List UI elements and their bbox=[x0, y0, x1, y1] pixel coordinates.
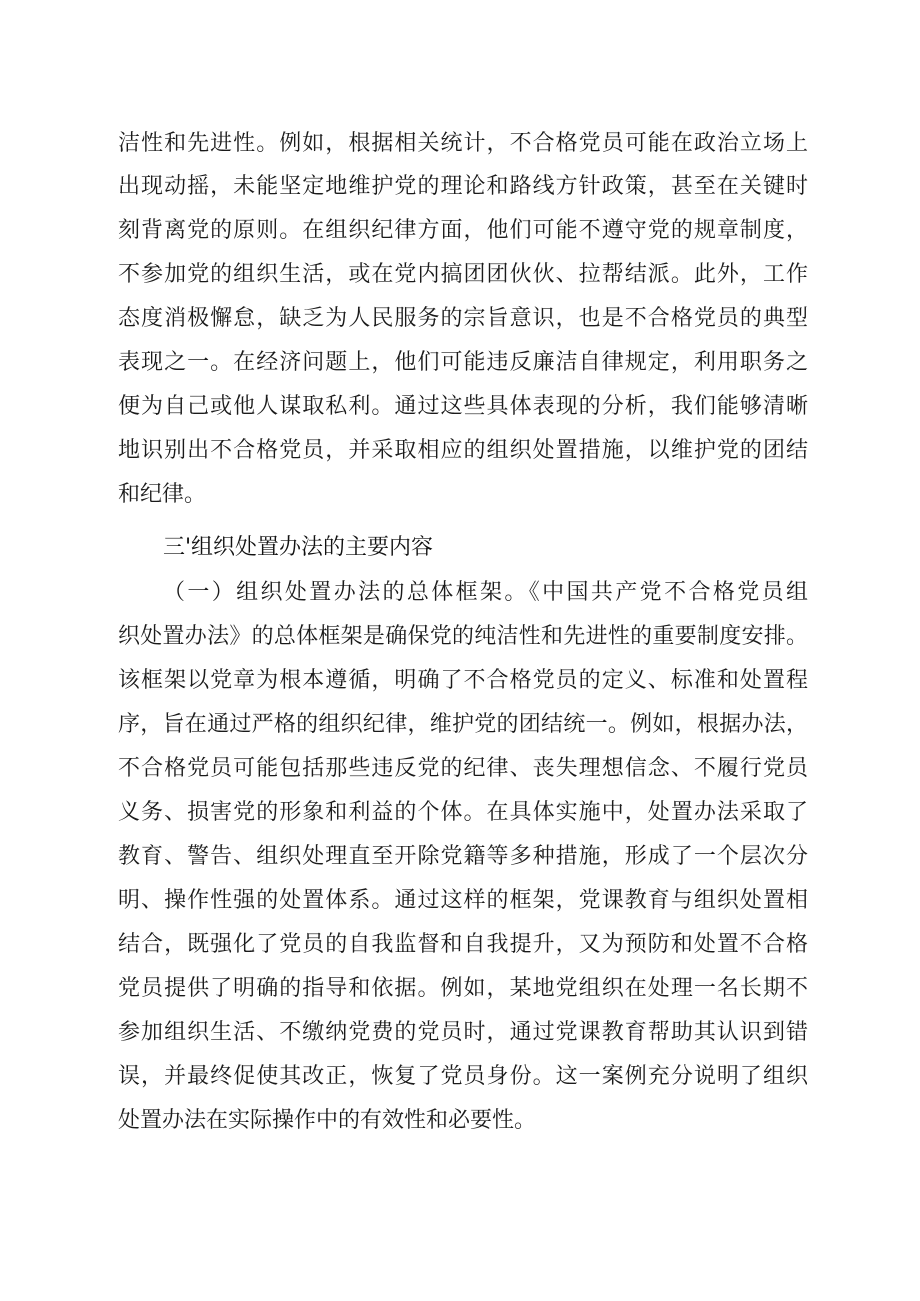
paragraph-1-line-7: 便为自己或他人谋取私利。通过这些具体表现的分析，我们能够清晰 bbox=[118, 394, 808, 419]
paragraph-2-line-7: 教育、警告、组织处理直至开除党籍等多种措施，形成了一个层次分 bbox=[118, 844, 808, 869]
paragraph-1-line-8: 地识别出不合格党员，并采取相应的组织处置措施，以维护党的团结 bbox=[118, 438, 808, 463]
paragraph-2-line-13: 处置办法在实际操作中的有效性和必要性。 bbox=[118, 1108, 537, 1133]
paragraph-1-line-2: 出现动摇，未能坚定地维护党的理论和路线方针政策，甚至在关键时 bbox=[118, 174, 808, 199]
paragraph-2-line-3: 该框架以党章为根本遵循，明确了不合格党员的定义、标准和处置程 bbox=[118, 668, 808, 693]
paragraph-1-line-9: 和纪律。 bbox=[118, 482, 207, 507]
paragraph-2-line-10: 党员提供了明确的指导和依据。例如，某地党组织在处理一名长期不 bbox=[118, 976, 808, 1001]
paragraph-1-line-3: 刻背离党的原则。在组织纪律方面，他们可能不遵守党的规章制度， bbox=[118, 218, 808, 243]
paragraph-2-line-8: 明、操作性强的处置体系。通过这样的框架，党课教育与组织处置相 bbox=[118, 888, 808, 913]
paragraph-2-line-5: 不合格党员可能包括那些违反党的纪律、丧失理想信念、不履行党员 bbox=[118, 756, 808, 781]
paragraph-2-line-6: 义务、损害党的形象和利益的个体。在具体实施中，处置办法采取了 bbox=[118, 800, 808, 825]
paragraph-1-line-6: 表现之一。在经济问题上，他们可能违反廉洁自律规定，利用职务之 bbox=[118, 350, 808, 375]
paragraph-1-line-5: 态度消极懈怠，缺乏为人民服务的宗旨意识，也是不合格党员的典型 bbox=[118, 306, 808, 331]
paragraph-2-line-11: 参加组织生活、不缴纳党费的党员时，通过党课教育帮助其认识到错 bbox=[118, 1020, 808, 1045]
section-heading: 三'组织处置办法的主要内容 bbox=[163, 535, 434, 560]
paragraph-2-line-9: 结合，既强化了党员的自我监督和自我提升，又为预防和处置不合格 bbox=[118, 932, 808, 957]
paragraph-2-line-2: 织处置办法》的总体框架是确保党的纯洁性和先进性的重要制度安排。 bbox=[118, 624, 808, 649]
paragraph-1-line-1: 洁性和先进性。例如，根据相关统计，不合格党员可能在政治立场上 bbox=[118, 131, 808, 156]
paragraph-2-line-4: 序，旨在通过严格的组织纪律，维护党的团结统一。例如，根据办法， bbox=[118, 712, 808, 737]
paragraph-1-line-4: 不参加党的组织生活，或在党内搞团团伙伙、拉帮结派。此外，工作 bbox=[118, 262, 808, 287]
paragraph-2-line-1: （一）组织处置办法的总体框架。《中国共产党不合格党员组 bbox=[163, 580, 808, 605]
paragraph-2-line-12: 误，并最终促使其改正，恢复了党员身份。这一案例充分说明了组织 bbox=[118, 1064, 808, 1089]
